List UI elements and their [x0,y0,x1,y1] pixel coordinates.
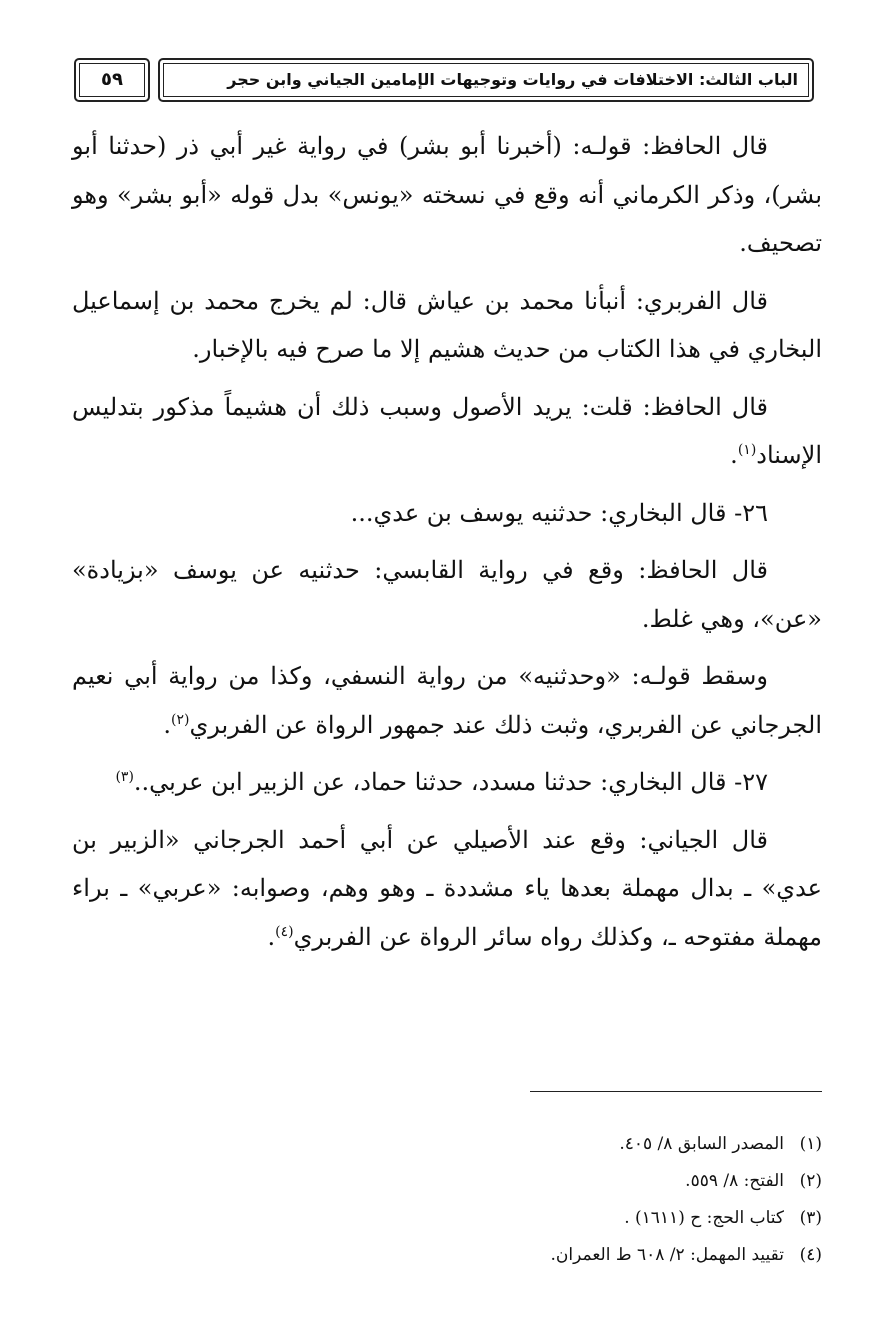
running-header [158,58,814,102]
paragraph-text: قال الجياني: وقع عند الأصيلي عن أبي أحمد الجرجاني «الزبير بن عدي» ـ بدال مهملة بعدها ياء مشددة ـ وهو وهم، وصوابه: «عربي» ـ براء مهملة مفتوحه ـ، وكذلك رواه سائر الرواة عن الفربري [72,825,822,951]
paragraph [72,122,822,268]
paragraph-text: ٢٧- قال البخاري: حدثنا مسدد، حدثنا حماد، عن الزبير ابن عربي.. [133,768,768,796]
paragraph-end: . [163,710,171,739]
footnote [182,1168,822,1194]
footnotes [182,1131,822,1279]
paragraph-end: . [730,441,738,469]
footnote-ref: (٢) [170,711,190,728]
footnote-ref: (١) [737,442,757,458]
paragraph-text: قال الفربري: أنبأنا محمد بن عياش قال: لم يخرج محمد بن إسماعيل البخاري في هذا الكتاب من حديث هشيم إلا ما صرح فيه بالإخبار. [72,286,822,363]
footnote [182,1205,822,1231]
footnote-text: الفتح: ٨/ ٥٥٩. [685,1171,784,1191]
footnote-divider [530,1091,822,1092]
paragraph-text: ٢٦- قال البخاري: حدثنيه يوسف بن عدي... [350,498,768,527]
footnote-ref: (٣) [115,769,134,785]
hadith-heading [72,758,822,807]
paragraph-text: وسقط قولـه: «وحدثنيه» من رواية النسفي، وكذا من رواية أبي نعيم الجرجاني عن الفربري، وثبت ذلك عند جمهور الرواة عن الفربري [72,662,822,739]
footnote [182,1131,822,1157]
main-text [72,122,822,970]
page-number-box [74,58,150,102]
footnote-text: كتاب الحج: ح (١٦١١) . [624,1208,784,1228]
paragraph-text: قال الحافظ: وقع في رواية القابسي: حدثنيه عن يوسف «بزيادة» «عن»، وهي غلط. [72,556,822,633]
footnote-number: (٢) [799,1171,822,1191]
paragraph-end: . [267,922,276,951]
footnote-text: تقييد المهمل: ٢/ ٦٠٨ ط العمران. [550,1245,784,1265]
paragraph [72,546,822,643]
footnote-ref: (٤) [275,923,294,940]
footnote-text: المصدر السابق ٨/ ٤٠٥. [619,1134,784,1154]
paragraph-text: قال الحافظ: قولـه: (أخبرنا أبو بشر) في رواية غير أبي ذر (حدثنا أبو بشر)، وذكر الكرماني أنه وقع في نسخته «يونس» بدل قوله «أبو بشر» وهو تصحيف. [72,132,822,257]
footnote-number: (٣) [799,1208,822,1228]
paragraph [72,816,822,962]
hadith-heading [72,489,822,538]
paragraph-text: قال الحافظ: قلت: يريد الأصول وسبب ذلك أن هشيماً مذكور بتدليس الإسناد [72,392,822,469]
footnote-number: (٤) [799,1245,822,1265]
paragraph [72,652,822,749]
paragraph [72,277,822,374]
footnote [182,1242,822,1268]
paragraph [72,383,822,480]
chapter-title: الباب الثالث: الاختلافات في روايات وتوجيهات الإمامين الجياني وابن حجر [227,70,798,89]
footnote-number: (١) [799,1134,822,1154]
page-number: ٥٩ [101,69,123,90]
